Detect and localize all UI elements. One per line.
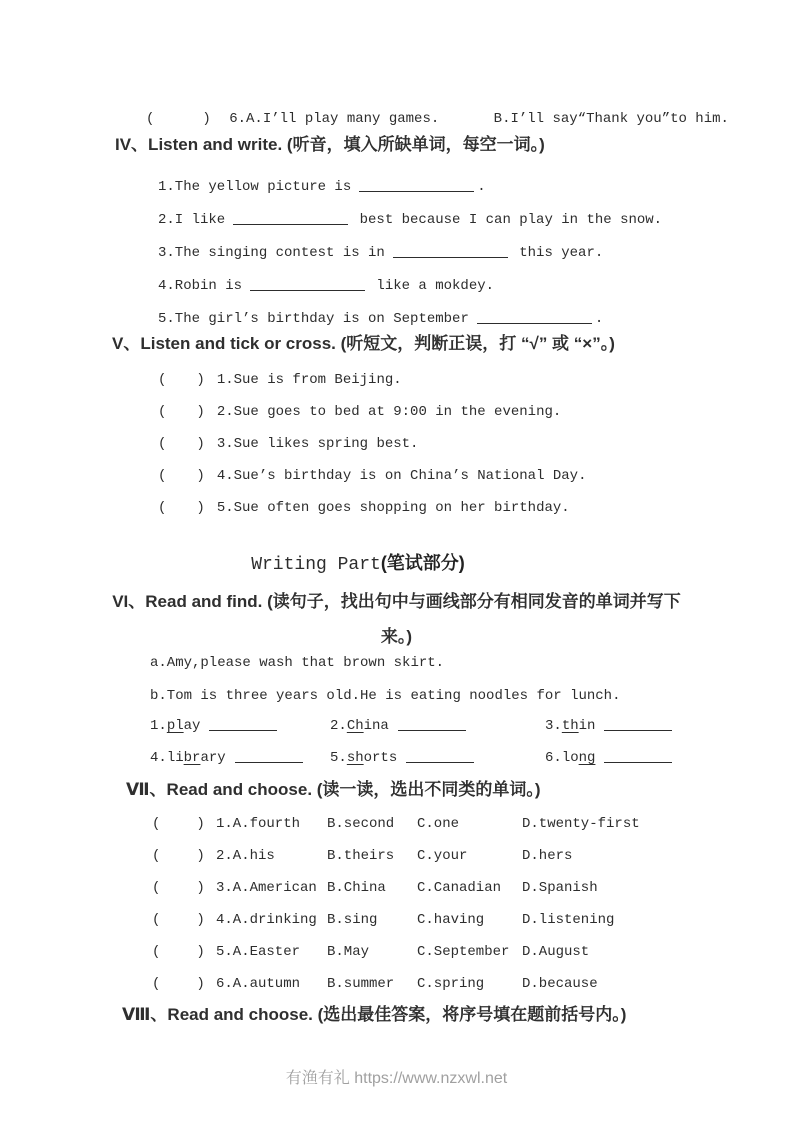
- paren-close: ): [196, 976, 205, 992]
- word-underlined: br: [183, 750, 201, 766]
- iv-item-3: [158, 243, 603, 263]
- option-d: D.twenty-first: [522, 816, 640, 832]
- word-underlined: ng: [578, 750, 596, 766]
- word-underlined: pl: [166, 718, 184, 734]
- vi-find-row-2: [150, 748, 730, 768]
- answer-blank: [604, 748, 672, 763]
- word-pre: li: [166, 750, 184, 766]
- answer-blank: [604, 716, 672, 731]
- word-underlined: sh: [346, 750, 364, 766]
- word-post: orts: [363, 750, 398, 766]
- option-a-text: 6.A.I’ll play many games.: [229, 111, 440, 127]
- word-post: ay: [183, 718, 201, 734]
- option-a: 4.A.drinking: [216, 912, 317, 928]
- item-number: 2.: [330, 718, 347, 734]
- option-d: D.hers: [522, 848, 573, 864]
- v-item-5: [158, 498, 570, 518]
- item-text-pre: 4.Robin is: [158, 278, 243, 294]
- paren-open: (: [146, 111, 155, 127]
- answer-parens: [152, 974, 216, 994]
- statement-text: 5.Sue often goes shopping on her birthday.: [216, 500, 570, 516]
- v-item-2: [158, 402, 561, 422]
- option-b: B.second: [327, 816, 395, 832]
- option-b-text: B.I’ll say“Thank you”to him.: [493, 111, 729, 127]
- answer-blank: [209, 716, 277, 731]
- vii-item-5: [152, 942, 752, 962]
- option-c: C.one: [417, 816, 460, 832]
- option-c: C.having: [417, 912, 485, 928]
- paren-close: ): [196, 468, 205, 484]
- vi-sentence-b: b.Tom is three years old.He is eating noodles for lunch.: [150, 688, 621, 704]
- vii-item-2: [152, 846, 752, 866]
- statement-text: 1.Sue is from Beijing.: [216, 372, 402, 388]
- item-text-post: like a mokdey.: [376, 278, 495, 294]
- answer-parens: [152, 878, 216, 898]
- paren-close: ): [196, 880, 205, 896]
- paren-open: (: [152, 976, 161, 992]
- vi-find-item-4: [150, 748, 330, 768]
- writing-part-title: [100, 551, 616, 577]
- vi-find-item-6: [545, 748, 730, 768]
- iv-item-5: [158, 309, 603, 329]
- section-vi-heading-line2: 来。): [380, 627, 413, 646]
- option-b: B.sing: [327, 912, 378, 928]
- vi-find-item-3: [545, 716, 730, 736]
- paren-close: ): [196, 372, 205, 388]
- word-post: ina: [363, 718, 389, 734]
- option-d: D.because: [522, 976, 598, 992]
- vi-find-row-1: [150, 716, 730, 736]
- paren-open: (: [152, 880, 161, 896]
- option-b: B.summer: [327, 976, 395, 992]
- option-c: C.Canadian: [417, 880, 502, 896]
- vi-sentence-a: a.Amy,please wash that brown skirt.: [150, 655, 445, 671]
- paren-open: (: [152, 912, 161, 928]
- section-vii-heading: Ⅶ、Read and choose. (读一读，选出不同类的单词。): [126, 780, 541, 799]
- v-item-3: [158, 434, 418, 454]
- section-iv-heading: IV、Listen and write. (听音，填入所缺单词，每空一词。): [115, 135, 545, 154]
- item-text-post: .: [594, 311, 604, 327]
- paren-close: ): [196, 436, 205, 452]
- word-post: ary: [200, 750, 226, 766]
- option-a: 5.A.Easter: [216, 944, 301, 960]
- item-text-pre: 3.The singing contest is in: [158, 245, 385, 261]
- paren-open: (: [158, 404, 167, 420]
- vii-item-6: [152, 974, 752, 994]
- option-b: B.China: [327, 880, 386, 896]
- paren-close: ): [196, 500, 205, 516]
- iv-item-1: [158, 177, 486, 197]
- vi-find-item-5: [330, 748, 545, 768]
- option-b: B.theirs: [327, 848, 395, 864]
- answer-parens: [152, 846, 216, 866]
- option-d: D.listening: [522, 912, 615, 928]
- section-viii-heading: Ⅷ、Read and choose. (选出最佳答案，将序号填在题前括号内。): [122, 1005, 627, 1024]
- option-d: D.August: [522, 944, 590, 960]
- answer-blank: [235, 748, 303, 763]
- item-number: 1.: [150, 718, 167, 734]
- word-post: in: [578, 718, 596, 734]
- vii-item-4: [152, 910, 752, 930]
- iv-item-2: [158, 210, 662, 230]
- option-c: C.spring: [417, 976, 485, 992]
- item-text-post: best because I can play in the snow.: [359, 212, 663, 228]
- word-underlined: th: [561, 718, 579, 734]
- vii-item-3: [152, 878, 752, 898]
- item-text-post: .: [477, 179, 486, 195]
- item-number: 6.: [545, 750, 562, 766]
- v-item-1: [158, 370, 402, 390]
- section-v-heading: V、Listen and tick or cross. (听短文，判断正误，打 “√” 或 “×”。): [112, 334, 615, 353]
- answer-parens: [152, 942, 216, 962]
- vii-item-1: [152, 814, 752, 834]
- answer-blank: [233, 210, 348, 225]
- paren-open: (: [158, 436, 167, 452]
- option-c: C.your: [417, 848, 468, 864]
- answer-blank: [393, 243, 508, 258]
- paren-open: (: [152, 816, 161, 832]
- paren-close: ): [196, 848, 205, 864]
- paren-open: (: [158, 468, 167, 484]
- paren-close: ): [196, 944, 205, 960]
- paren-open: (: [158, 500, 167, 516]
- paren-open: (: [152, 848, 161, 864]
- writing-part-title-en: Writing Part: [251, 555, 381, 575]
- item-number: 5.: [330, 750, 347, 766]
- answer-blank: [359, 177, 474, 192]
- answer-blank: [406, 748, 474, 763]
- item-text-post: this year.: [519, 245, 604, 261]
- statement-text: 4.Sue’s birthday is on China’s National Day.: [216, 468, 587, 484]
- iv-item-4: [158, 276, 494, 296]
- statement-text: 2.Sue goes to bed at 9:00 in the evening.: [216, 404, 562, 420]
- item-text-pre: 2.I like: [158, 212, 226, 228]
- item-text-pre: 5.The girl’s birthday is on September: [158, 311, 469, 327]
- answer-parens: [152, 910, 216, 930]
- paren-open: (: [152, 944, 161, 960]
- option-a: 1.A.fourth: [216, 816, 301, 832]
- item-number: 4.: [150, 750, 167, 766]
- paren-close: ): [196, 404, 205, 420]
- item-text-pre: 1.The yellow picture is: [158, 179, 352, 195]
- answer-blank: [398, 716, 466, 731]
- paren-close: ): [196, 912, 205, 928]
- paren-close: ): [202, 111, 211, 127]
- word-pre: lo: [561, 750, 579, 766]
- answer-blank: [250, 276, 365, 291]
- answer-blank: [477, 309, 592, 324]
- section-vi-heading: [100, 584, 693, 654]
- paren-open: (: [158, 372, 167, 388]
- watermark-footer: 有渔有礼 https://www.nzxwl.net: [285, 1070, 508, 1087]
- option-a: 6.A.autumn: [216, 976, 301, 992]
- option-a: 2.A.his: [216, 848, 275, 864]
- section-vi-heading-line1: VI、Read and find. (读句子，找出句中与画线部分有相同发音的单词并写下: [112, 592, 681, 611]
- item-number: 3.: [545, 718, 562, 734]
- option-a: 3.A.American: [216, 880, 317, 896]
- writing-part-title-zh: (笔试部分): [380, 553, 465, 573]
- vi-find-item-1: [150, 716, 330, 736]
- v-item-4: [158, 466, 586, 486]
- paren-close: ): [196, 816, 205, 832]
- answer-parens: [152, 814, 216, 834]
- option-c: C.September: [417, 944, 510, 960]
- statement-text: 3.Sue likes spring best.: [216, 436, 419, 452]
- word-underlined: Ch: [346, 718, 364, 734]
- vi-find-item-2: [330, 716, 545, 736]
- option-d: D.Spanish: [522, 880, 598, 896]
- listening-item-6: [146, 109, 729, 129]
- option-b: B.May: [327, 944, 370, 960]
